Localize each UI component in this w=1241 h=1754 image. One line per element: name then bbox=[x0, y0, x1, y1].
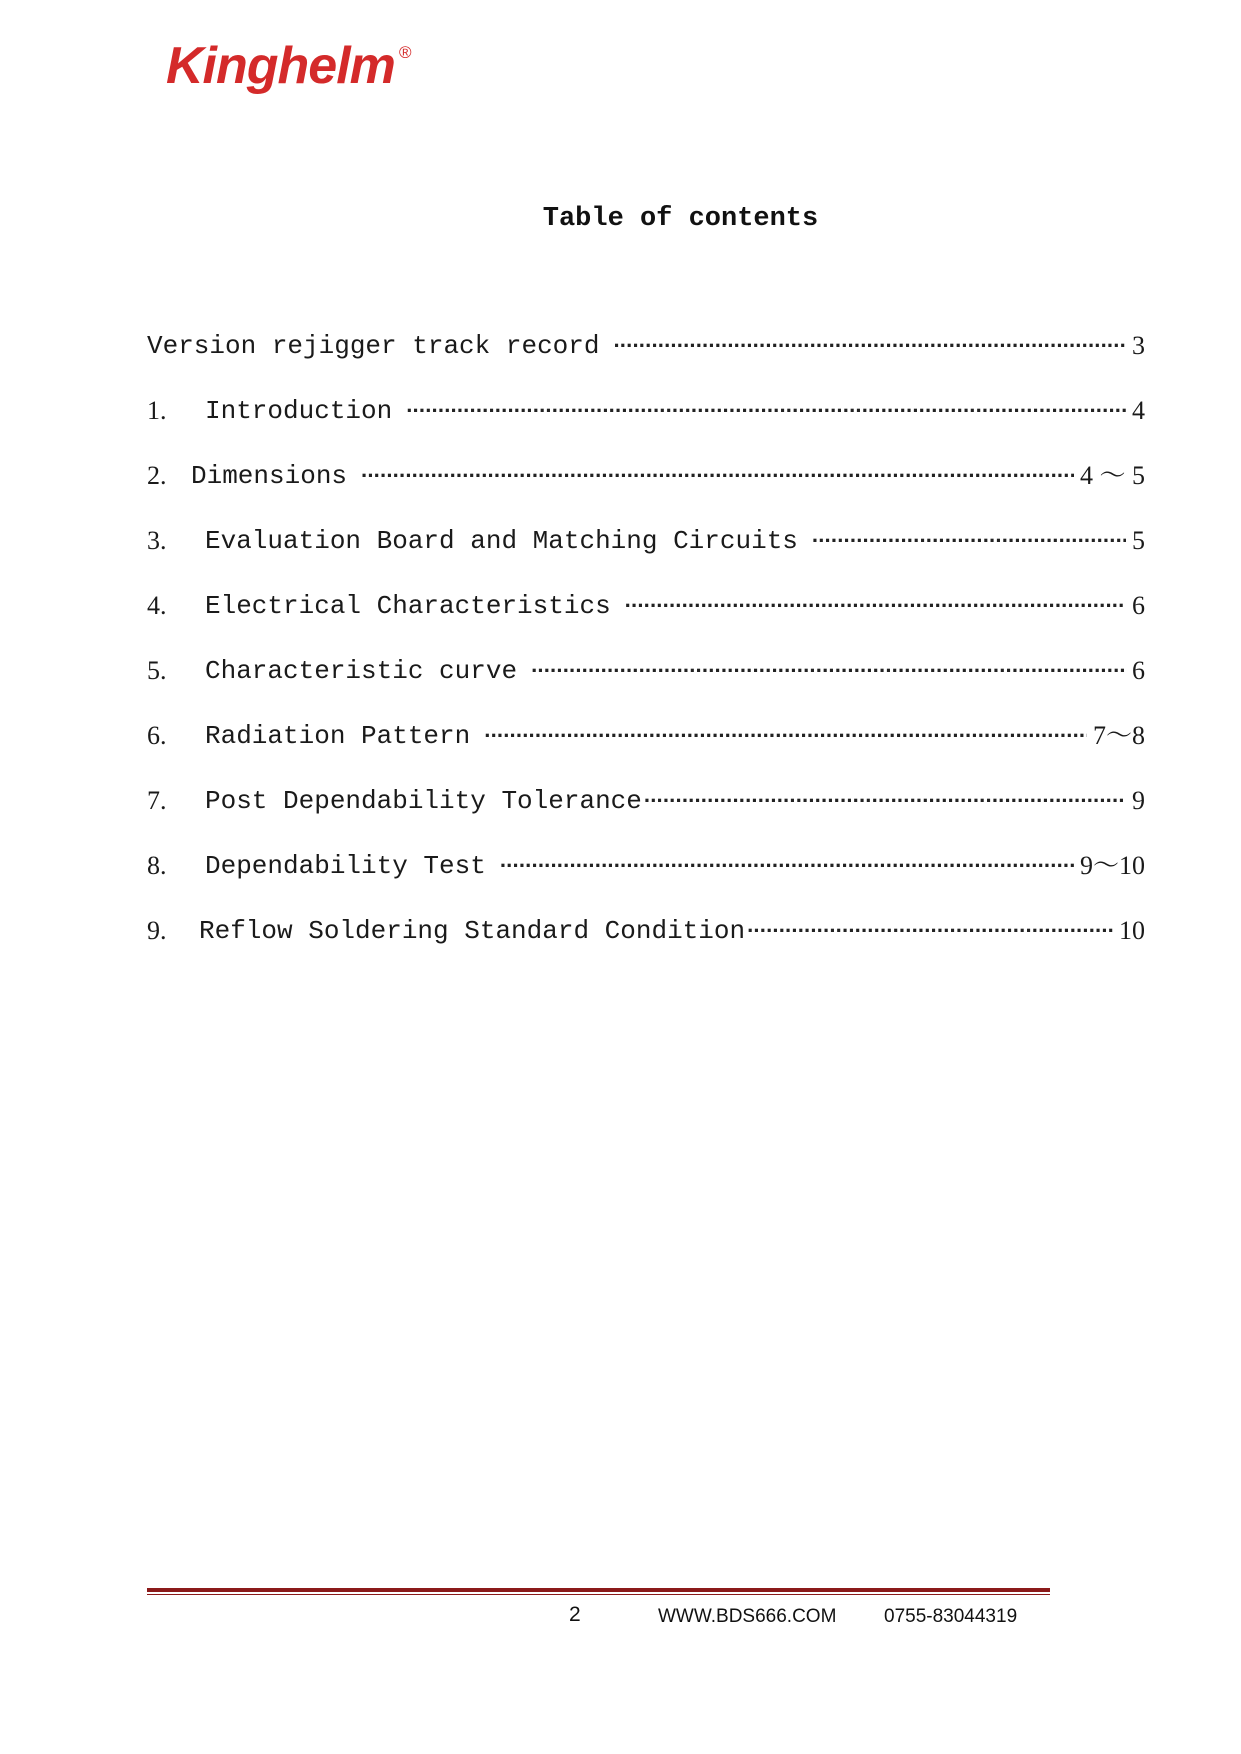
footer-page-number: 2 bbox=[569, 1603, 581, 1626]
toc-entry-number: 9. bbox=[147, 916, 167, 945]
toc-entry-number: 4. bbox=[147, 591, 167, 620]
toc-entry-electrical-characteristics[interactable] bbox=[147, 586, 1145, 651]
toc-entry-label: Dependability Test bbox=[205, 851, 486, 881]
toc-dot-leader bbox=[747, 911, 1113, 951]
toc-entry-radiation-pattern[interactable] bbox=[147, 716, 1145, 781]
toc-entry-post-dependability-tolerance[interactable] bbox=[147, 781, 1145, 846]
toc-entry-label: Reflow Soldering Standard Condition bbox=[199, 916, 746, 946]
toc-entry-characteristic-curve[interactable] bbox=[147, 651, 1145, 716]
toc-entry-label: Characteristic curve bbox=[205, 656, 518, 686]
toc-entry-page: 6 bbox=[1132, 656, 1145, 685]
toc-entry-number: 5. bbox=[147, 656, 167, 685]
toc-dot-leader bbox=[531, 651, 1126, 691]
toc-entry-number: 1. bbox=[147, 396, 167, 425]
page-title: Table of contents bbox=[542, 204, 819, 234]
toc-entry-label: Evaluation Board and Matching Circuits bbox=[205, 526, 798, 556]
toc-entry-number: 6. bbox=[147, 721, 167, 750]
toc-entry-page: 9 bbox=[1132, 786, 1145, 815]
toc-entry-version-record[interactable] bbox=[147, 326, 1145, 391]
toc-entry-page: 9～10 bbox=[1079, 851, 1145, 880]
toc-entry-evaluation-board[interactable] bbox=[147, 521, 1145, 586]
toc-entry-page: 4 ～ 5 bbox=[1079, 461, 1145, 490]
toc-entry-page: 5 bbox=[1132, 526, 1145, 555]
toc-entry-reflow-soldering[interactable] bbox=[147, 911, 1145, 976]
toc-entry-page: 4 bbox=[1132, 396, 1145, 425]
registered-mark: ® bbox=[399, 43, 412, 62]
toc-dot-leader bbox=[644, 781, 1126, 821]
toc-entry-label: Post Dependability Tolerance bbox=[205, 786, 642, 816]
toc-dot-leader bbox=[625, 586, 1126, 626]
toc-entry-number: 2. bbox=[147, 461, 167, 490]
table-of-contents bbox=[147, 326, 1145, 976]
toc-entry-dependability-test[interactable] bbox=[147, 846, 1145, 911]
footer-rule-thick bbox=[147, 1588, 1050, 1592]
toc-dot-leader bbox=[361, 456, 1074, 496]
toc-entry-label: Introduction bbox=[205, 396, 393, 426]
toc-entry-dimensions[interactable] bbox=[147, 456, 1145, 521]
toc-dot-leader bbox=[406, 391, 1126, 431]
toc-entry-number: 7. bbox=[147, 786, 167, 815]
brand-logo: Kinghelm bbox=[166, 37, 395, 95]
toc-entry-introduction[interactable] bbox=[147, 391, 1145, 456]
toc-entry-label: Radiation Pattern bbox=[205, 721, 471, 751]
toc-entry-page: 7～8 bbox=[1092, 721, 1145, 750]
toc-entry-page: 3 bbox=[1132, 331, 1145, 360]
toc-entry-page: 10 bbox=[1119, 916, 1145, 945]
footer-rule-thin bbox=[147, 1594, 1050, 1595]
toc-entry-number: 3. bbox=[147, 526, 167, 555]
toc-entry-number: 8. bbox=[147, 851, 167, 880]
footer-phone: 0755-83044319 bbox=[884, 1606, 1018, 1627]
toc-entry-page: 6 bbox=[1132, 591, 1145, 620]
toc-dot-leader bbox=[613, 326, 1126, 366]
toc-entry-label: Electrical Characteristics bbox=[205, 591, 611, 621]
toc-dot-leader bbox=[812, 521, 1126, 561]
toc-dot-leader bbox=[500, 846, 1074, 886]
footer-website[interactable]: WWW.BDS666.COM bbox=[658, 1606, 837, 1627]
toc-entry-label: Version rejigger track record bbox=[147, 331, 600, 361]
toc-entry-label: Dimensions bbox=[191, 461, 348, 491]
toc-dot-leader bbox=[484, 716, 1087, 756]
